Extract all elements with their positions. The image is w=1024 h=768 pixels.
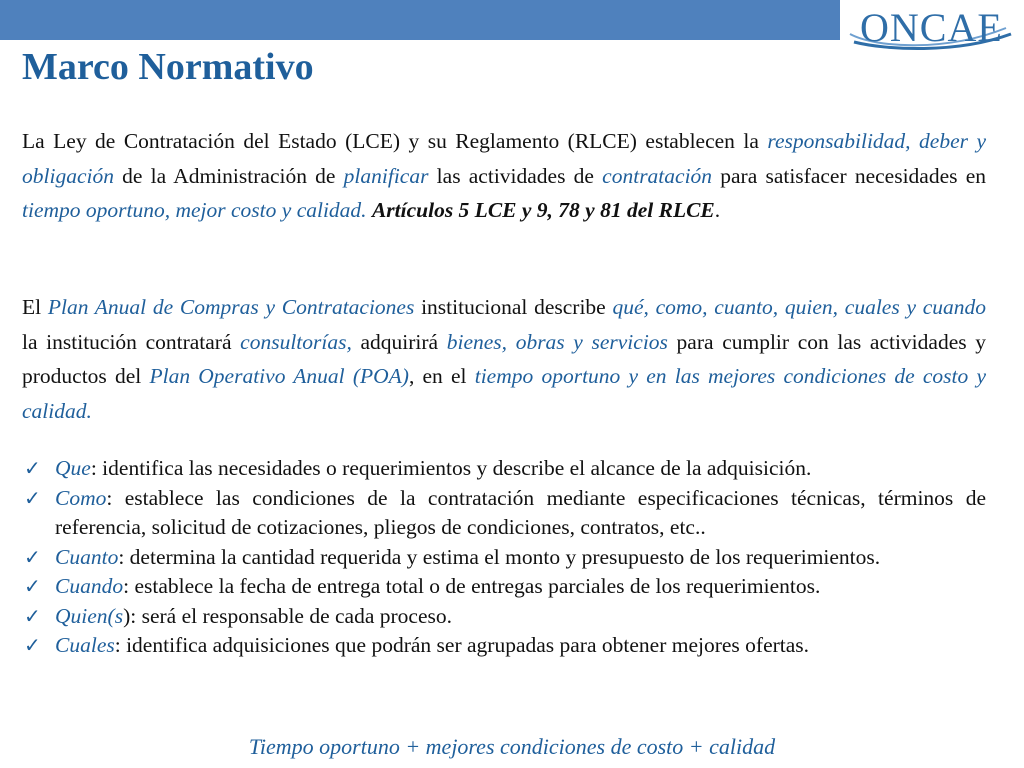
text-run: . (714, 198, 721, 222)
list-term: Cuando (55, 574, 124, 598)
list-text: ): será el responsable de cada proceso. (123, 603, 452, 628)
text-run: para satisfacer necesidades en (712, 163, 986, 188)
text-run: El (22, 295, 48, 319)
list-item (22, 454, 986, 484)
list-item (22, 543, 986, 573)
header-bar (0, 0, 840, 40)
emphasis-run: tiempo oportuno, mejor costo y calidad. (22, 198, 367, 222)
text-run: La Ley de Contratación del Estado (LCE) y su Reglamento (RLCE) establecen la (22, 129, 768, 153)
emphasis-run: contratación (602, 163, 713, 188)
text-run: la institución contratará (22, 329, 241, 354)
emphasis-run: qué, como, cuanto, quien, cuales y cuando (612, 295, 987, 319)
emphasis-run: consultorías, (240, 329, 352, 354)
list-item (22, 631, 986, 661)
list-item (22, 602, 986, 632)
emphasis-run: tiempo oportuno y en las mejores condiciones de costo y calidad. (22, 364, 987, 423)
text-run: para cumplir con las actividades y productos del (22, 329, 986, 388)
checkmark-icon: ✓ (24, 633, 41, 657)
list-text: : identifica adquisiciones que podrán ser agrupadas para obtener mejores ofertas. (114, 633, 810, 657)
emphasis-run: bienes, obras y servicios (446, 329, 668, 354)
emphasis-run: responsabilidad, deber y obligación (22, 129, 986, 188)
footer-formula: Tiempo oportuno + mejores condiciones de costo + calidad (248, 734, 776, 759)
text-run: las actividades de (428, 163, 603, 188)
oncae-logo (846, 4, 1016, 54)
articles-reference: Artículos 5 LCE y 9, 78 y 81 del RLCE (371, 198, 715, 222)
emphasis-run: planificar (343, 163, 429, 188)
list-text: : identifica las necesidades o requerimientos y describe el alcance de la adquisición. (90, 456, 812, 480)
checkmark-icon: ✓ (24, 574, 41, 598)
checkmark-icon: ✓ (24, 603, 41, 628)
list-text: : determina la cantidad requerida y estima el monto y presupuesto de los requerimientos. (118, 544, 881, 569)
checkmark-icon: ✓ (24, 456, 41, 480)
emphasis-run: Plan Operativo Anual (POA) (149, 364, 409, 388)
checkmark-icon: ✓ (24, 485, 41, 510)
checkmark-icon: ✓ (24, 544, 41, 569)
text-run: adquirirá (351, 329, 447, 354)
list-term: Como (55, 485, 107, 510)
list-term: Cuales (55, 633, 115, 657)
list-term: Quien(s (55, 603, 124, 628)
list-text: : establece las condiciones de la contratación mediante especificaciones técnicas, términos de referencia, solicitud de cotizaciones, pliegos de condiciones, contratos, etc.. (55, 485, 986, 539)
paragraph-lce (22, 124, 986, 228)
text-run: de la Administración de (113, 163, 344, 188)
list-item (22, 572, 986, 602)
logo-text: ONCAE (860, 5, 1003, 50)
emphasis-run: Plan Anual de Compras y Contrataciones (47, 295, 415, 319)
checklist (22, 454, 986, 661)
paragraph-pacc (22, 290, 986, 428)
text-run: institucional describe (414, 295, 613, 319)
list-item (22, 484, 986, 543)
text-run: , en el (408, 364, 475, 388)
list-term: Cuanto (55, 544, 119, 569)
list-term: Que (55, 456, 91, 480)
list-text: : establece la fecha de entrega total o de entregas parciales de los requerimientos. (123, 574, 821, 598)
slide-title: Marco Normativo (22, 46, 314, 88)
